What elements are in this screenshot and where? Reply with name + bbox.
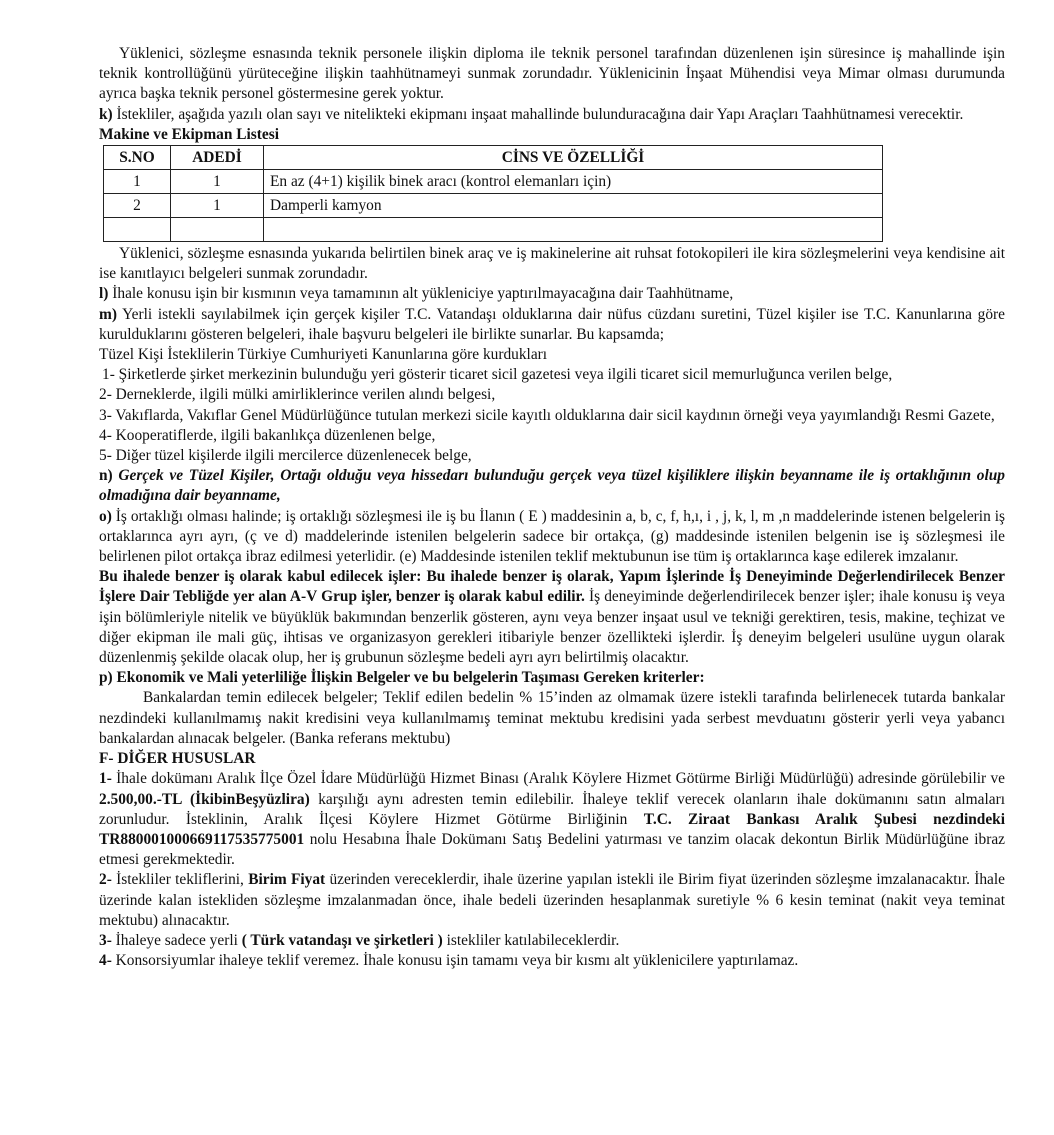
equipment-table-wrap [99,145,1005,242]
f-item-2 [99,870,1005,931]
tuzel-item: 2- Derneklerde, ilgili mülki amirliklerince verilen alındı belgesi, [99,386,496,404]
intro-paragraph: Yüklenici, sözleşme esnasında teknik personele ilişkin diploma ile teknik personel tarafından düzenlenen işin süresince iş mahallinde işin teknik kontrollüğünü yürüteceğine ilişkin taahhütnameyi sunmak zorundadır. Yüklenicinin İnşaat Mühendisi veya Mimar olması durumunda ayrıca başka teknik personel göstermesine gerek yoktur. [99,45,1005,103]
table-row [104,218,883,242]
cell-cins [264,218,883,242]
clause-m-label: m) [99,305,117,323]
clause-l-label: l) [99,285,109,303]
header-cins: CİNS VE ÖZELLİĞİ [264,146,883,170]
clause-o [99,507,1005,568]
clause-k-label: k) [99,105,113,123]
clause-o-text: İş ortaklığı olması halinde; iş ortaklığı sözleşmesi ile iş bu İlanın ( E ) maddesinin a, b, c, f, h,ı, i , j, k, l, m ,n maddelerinde istenen belgelerin iş ortaklarınca ayrı ayrı, (ç ve d) maddelerinde istenilen belgelerin sadece bir ortakça, (g) maddesinde istenilen belgenin ise iş sözleşmesi ile belirlenen pilot ortakça ibraz edilmesi yeterlidir. (e) Maddesinde istenilen teklif mektubunun ise tüm iş ortaklarınca kaşe edilerek imzalanır. [99,507,1005,566]
bank-account: T.C. Ziraat Bankası Aralık Şubesi nezdindeki TR880001000669117535775001 [99,810,1006,848]
f-item-num: 3- [99,931,112,949]
table-title-text: Makine ve Ekipman Listesi [99,125,280,143]
tuzel-item: 5- Diğer tüzel kişilerde ilgili mercilerce düzenlenecek belge, [99,447,472,465]
clause-m-text: Yerli istekli sayılabilmek için gerçek kişiler T.C. Vatandaşı olduklarına dair nüfus cüzdanı suretini, Tüzel kişiler ise T.C. Kanunlarına göre kurulduklarını gösteren belgeleri, ihale başvuru belgeleri ile birlikte sunarlar. Bu kapsamda; [99,305,1005,343]
cell-adedi: 1 [171,170,264,194]
document-page [99,44,1005,971]
table-title [99,125,1005,145]
equipment-table [103,145,883,242]
clause-l-text: İhale konusu işin bir kısmının veya tamamının alt yükleniciye yaptırılmayacağına dair Taahhütname, [108,285,734,303]
f-item-text: İstekliler tekliflerini, [111,871,249,889]
tuzel-item: 3- Vakıflarda, Vakıflar Genel Müdürlüğünce tutulan merkezi sicile kayıtlı olduklarına dair sicil kaydının örneği veya yayımlandığı Resmi Gazete, [99,406,995,424]
birim-fiyat: Birim Fiyat [248,871,326,889]
cell-sno: 1 [104,170,171,194]
f-item-text: nolu Hesabına İhale Dokümanı Satış Bedelini yatırması ve tanzim olacak dekontun Birlik Müdürlüğüne ibraz etmesi gerekmektedir. [99,830,1005,869]
cell-cins: Damperli kamyon [264,194,883,218]
clause-l [99,284,1005,304]
f-item-4 [99,951,1005,971]
cell-adedi [171,218,264,242]
after-table-paragraph: Yüklenici, sözleşme esnasında yukarıda belirtilen binek araç ve iş makinelerine ait ruhsat fotokopileri ile kira sözleşmelerini veya kendisine ait ise kanıtlayıcı belgeleri sunmak zorundadır. [99,245,1005,283]
cell-cins: En az (4+1) kişilik binek aracı (kontrol elemanları için) [264,170,883,194]
table-row [104,170,883,194]
clause-p-heading [99,668,1005,688]
benzer-is-text: İş deneyiminde değerlendirilecek benzer işler; ihale konusu iş veya işin bölümleriyle nitelik ve büyüklük bakımından benzerlik gösteren, aynı veya benzer inşaat usul ve tekniği gerektiren, tesis, makine, teçhizat ve diğer ekipman ile mali güç, ihtisas ve organizasyon gerekleri itibariyle benzer özellikteki işlerdir. İş deneyim belgeleri usulüne uygun olarak düzenlenmiş şekilde olacak olup, her iş grubunun sözleşme bedeli ayrı ayrı belirtilmiş olacaktır. [99,588,1006,667]
clause-n-text: Gerçek ve Tüzel Kişiler, Ortağı olduğu veya hissedarı bulunduğu gerçek veya tüzel kişiliklere ilişkin beyanname ile iş ortaklığının olup olmadığına dair beyanname, [99,467,1005,505]
clause-n [99,466,1005,506]
clause-k-text: İstekliler, aşağıda yazılı olan sayı ve nitelikteki ekipmanı inşaat mahallinde bulunduracağına dair Yapı Araçları Taahhütnamesi verecektir. [112,105,964,123]
tuzel-item: 1- Şirketlerde şirket merkezinin bulunduğu yeri gösterir ticaret sicil gazetesi veya ilgili ticaret sicil memurluğunca verilen belge, [102,366,893,384]
benzer-is-paragraph [99,567,1005,668]
f-item-text: üzerinden vereceklerdir, ihale üzerine yapılan istekli ile Birim fiyat üzerinden sözleşme imzalanacaktır. İhale üzerinde kalan istekliden sözleşme imzalanmadan önce, ihale bedeli üzerinden hesaplanmak suretiyle % 6 kesin teminat (nakit veya teminat mektubu) alınacaktır. [99,871,1005,929]
clause-k [99,105,1005,125]
f-item-num: 2- [99,871,112,889]
tuzel-item: 4- Kooperatiflerde, ilgili bakanlıkça düzenlenen belge, [99,426,436,444]
turk-vatandasi: ( Türk vatandaşı ve şirketleri ) [241,931,443,949]
f-item-1 [99,769,1005,870]
clause-p-heading-text: p) Ekonomik ve Mali yeterliliğe İlişkin Belgeler ve bu belgelerin Taşıması Gereken kriterler: [99,669,705,687]
section-f-heading-text: F- DİĞER HUSUSLAR [99,750,256,768]
clause-n-label: n) [99,467,113,485]
table-header-row [104,146,883,170]
f-item-text: istekliler katılabileceklerdir. [442,931,620,949]
clause-m [99,305,1005,345]
tuzel-intro: Tüzel Kişi İsteklilerin Türkiye Cumhuriyeti Kanunlarına göre kurdukları [99,346,548,364]
header-adedi: ADEDİ [171,146,264,170]
f-item-text: İhale dokümanı Aralık İlçe Özel İdare Müdürlüğü Hizmet Binası (Aralık Köylere Hizmet Götürme Birliği Müdürlüğü) adresinde görülebilir ve [111,770,1005,788]
clause-p-text: Bankalardan temin edilecek belgeler; Teklif edilen bedelin % 15’inden az olmamak üzere istekli tarafında belirlenecek tutarda bankalar nezdindeki kullanılmamış nakit kredisini veya kullanılmamış teminat mektubu kredisini yada serbest mevduatını gösterir yerli veya yabancı bankalardan alınacak belgeler. (Banka referans mektubu) [99,689,1005,747]
table-row [104,194,883,218]
section-f-heading [99,749,1005,769]
f-item-text: karşılığı aynı adresten temin edilebilir. İhaleye teklif verecek olanların ihale dokümanını satın almaları zorunludur. İsteklinin, Aralık İlçesi Köylere Hizmet Götürme Birliğinin [99,790,1005,828]
f-item-text: İhaleye sadece yerli [111,931,242,949]
cell-adedi: 1 [171,194,264,218]
doc-fee: 2.500,00.-TL (İkibinBeşyüzlira) [99,790,310,808]
benzer-is-bold: Bu ihalede benzer iş olarak kabul edilecek işler: Bu ihalede benzer iş olarak, Yapım İşlerinde İş Deneyiminde Değerlendirilecek Benzer İşlere Dair Tebliğde yer alan A-V Grup işler, benzer iş olarak kabul edilir. [99,568,1005,606]
cell-sno [104,218,171,242]
cell-sno: 2 [104,194,171,218]
f-item-num: 4- [99,952,112,970]
f-item-num: 1- [99,770,112,788]
f-item-text: Konsorsiyumlar ihaleye teklif veremez. İhale konusu işin tamamı veya bir kısmı alt yüklenicilere yaptırılamaz. [111,952,799,970]
f-item-3 [99,931,1005,951]
clause-o-label: o) [99,507,112,525]
header-sno: S.NO [104,146,171,170]
